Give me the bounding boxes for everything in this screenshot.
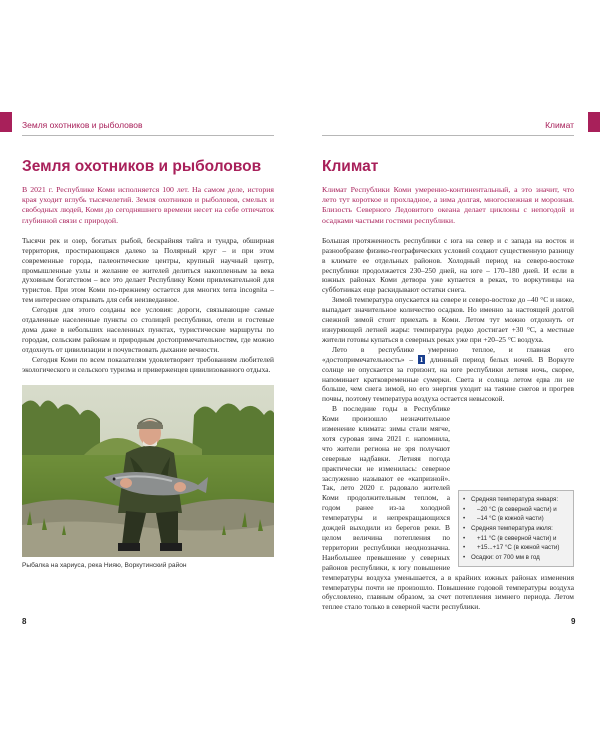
right-page <box>322 120 574 612</box>
infobox-line-january-north: • –20 °С (в северной части) и <box>463 505 569 515</box>
highlight-marker: 1 <box>419 354 424 364</box>
left-paragraph-2: Сегодня для этого созданы все условия: дороги, связывающие самые отдаленные населенные пункты со столицей республики, отели и гостевые дома даже в небольших населенных пунктах, туристические маршруты по городам, сельским районам и природным достопримечательностям, где можно отдохнуть от цивилизации и почувствовать дыхание вечности. <box>22 305 274 354</box>
header-rule-left <box>22 135 274 136</box>
paragraph-3-end: длинный период белых ночей. В Воркуте солнце не опускается за горизонт, на юге республики летняя ночь, скорее, напоминает кратковременные сумерки. Света и солнца летом едва ли не больше, чем снега зимой, но его энергия уходит на таяние снегов и прогрев почвы, поэтому температура воздуха остается невысокой. <box>322 354 574 404</box>
right-paragraph-4-wrap <box>322 404 574 612</box>
running-header-right: Климат <box>545 120 574 130</box>
infobox-item-precipitation: • Осадки: от 700 мм в год <box>463 553 569 563</box>
infobox-line-january-south: • –14 °С (в южной части) <box>463 514 569 524</box>
infobox-line-july-north: • +11 °С (в северной части) и <box>463 534 569 544</box>
left-paragraph-3: Сегодня Коми по всем показателям удовлетворяет требованиям любителей экологического и сельского туризма и приверженцев цивилизованного отдыха. <box>22 354 274 374</box>
page-number-right: 9 <box>571 617 576 626</box>
infobox-item-january: • Средняя температура января: <box>463 495 569 505</box>
right-lead-paragraph: Климат Республики Коми умеренно-континентальный, а это значит, что лето тут короткое и прохладное, а зима долгая, многоснежная и морозная. Близость Северного Ледовитого океана делает циклоны с непогодой и осадками частыми гостями республики. <box>322 185 574 225</box>
chapter-tab-right <box>588 112 600 132</box>
left-lead-paragraph: В 2021 г. Республике Коми исполняется 100 лет. На самом деле, история края уходит вглубь тысячелетий. Земля охотников и рыболовов, смелых и свободных людей, Коми до сегодняшнего времени несет на себе отпечаток глубинной связи с природой. <box>22 185 274 225</box>
chapter-tab-left <box>0 112 12 132</box>
paragraph-3-start: Лето в республике умеренно теплое, и главная его «достопримечательность» – <box>322 344 574 364</box>
photo-caption: Рыбалка на хариуса, река Нияю, Воркутинский район <box>22 561 187 569</box>
fishing-photo <box>22 385 274 557</box>
infobox-line-july-south: • +15...+17 °С (в южной части) <box>463 543 569 553</box>
infobox-item-july: • Средняя температура июля: <box>463 524 569 534</box>
header-rule-right <box>322 135 574 136</box>
running-header-left: Земля охотников и рыболовов <box>22 120 143 130</box>
right-paragraph-1: Большая протяженность республики с юга на север и с запада на восток и разнообразие физико-географических условий создают существенную разницу в климате ее отдельных районов. Холодный период на северо-востоке республики продолжается 230–250 дней, на юге – 170–180 дней. И если в южных районах Коми детвора уже купается в реках, то воркутинцы на субботниках еще раскидывают остатки снега. <box>322 235 574 295</box>
left-page-title: Земля охотников и рыболовов <box>22 158 262 175</box>
right-paragraph-4: В последние годы в Республике Коми произошло незначительное изменение климата: зимы стали мягче, хотя суровая зима 2021 г. напомнила, что жители региона не зря получают северные надбавки. Летняя погода практически не изменилась: северное заслуженно называют ее «капризной». Так, лето 2020 г. радовало жителей Коми продолжительным теплом, а годом ранее из-за холодной температуры и непрекращающихся дождей выходили из берегов реки. В целом величина потепления по территории республики неоднозначна. Наибольшее превышение у северных районов республики, к югу повышение температуры воздуха уменьшается, а в крайних южных районах изменения температуры почти не произошло. Повышение годовой температуры воздуха обусловлено, главным образом, за счет потепления зимнего периода. Летом теплее стало только в северной части республики. <box>322 404 574 612</box>
page-number-left: 8 <box>22 617 27 626</box>
left-paragraph-1: Тысячи рек и озер, богатых рыбой, бескрайняя тайга и тундра, обширная территория, простирающаяся далеко за Полярный круг – и при этом современные города, палеонтические центры, крупный научный центр, промышленные узлы и желание ее жителей делиться накопленным за века духовным богатством – все это делает Республику Коми привлекательной для туристов. При этом Коми по-прежнему остается для многих terra incognita – тем интереснее открывать для себя неизведанное. <box>22 235 274 305</box>
left-page <box>22 120 274 570</box>
right-paragraph-2: Зимой температура опускается на севере и северо-востоке до –40 °С и ниже, выпадает значительное количество осадков. Но именно за настоящей долгой снежной зимой стоит приехать в Коми. Летом тут можно отдохнуть от изнуряющей летней жары: температура редко достигает +30 °С, а местные жители готовы купаться в северных реках уже при +20–25 °С воздуха. <box>322 295 574 344</box>
climate-infobox <box>458 490 574 567</box>
right-paragraph-3 <box>322 345 574 404</box>
right-page-title: Климат <box>322 158 379 175</box>
